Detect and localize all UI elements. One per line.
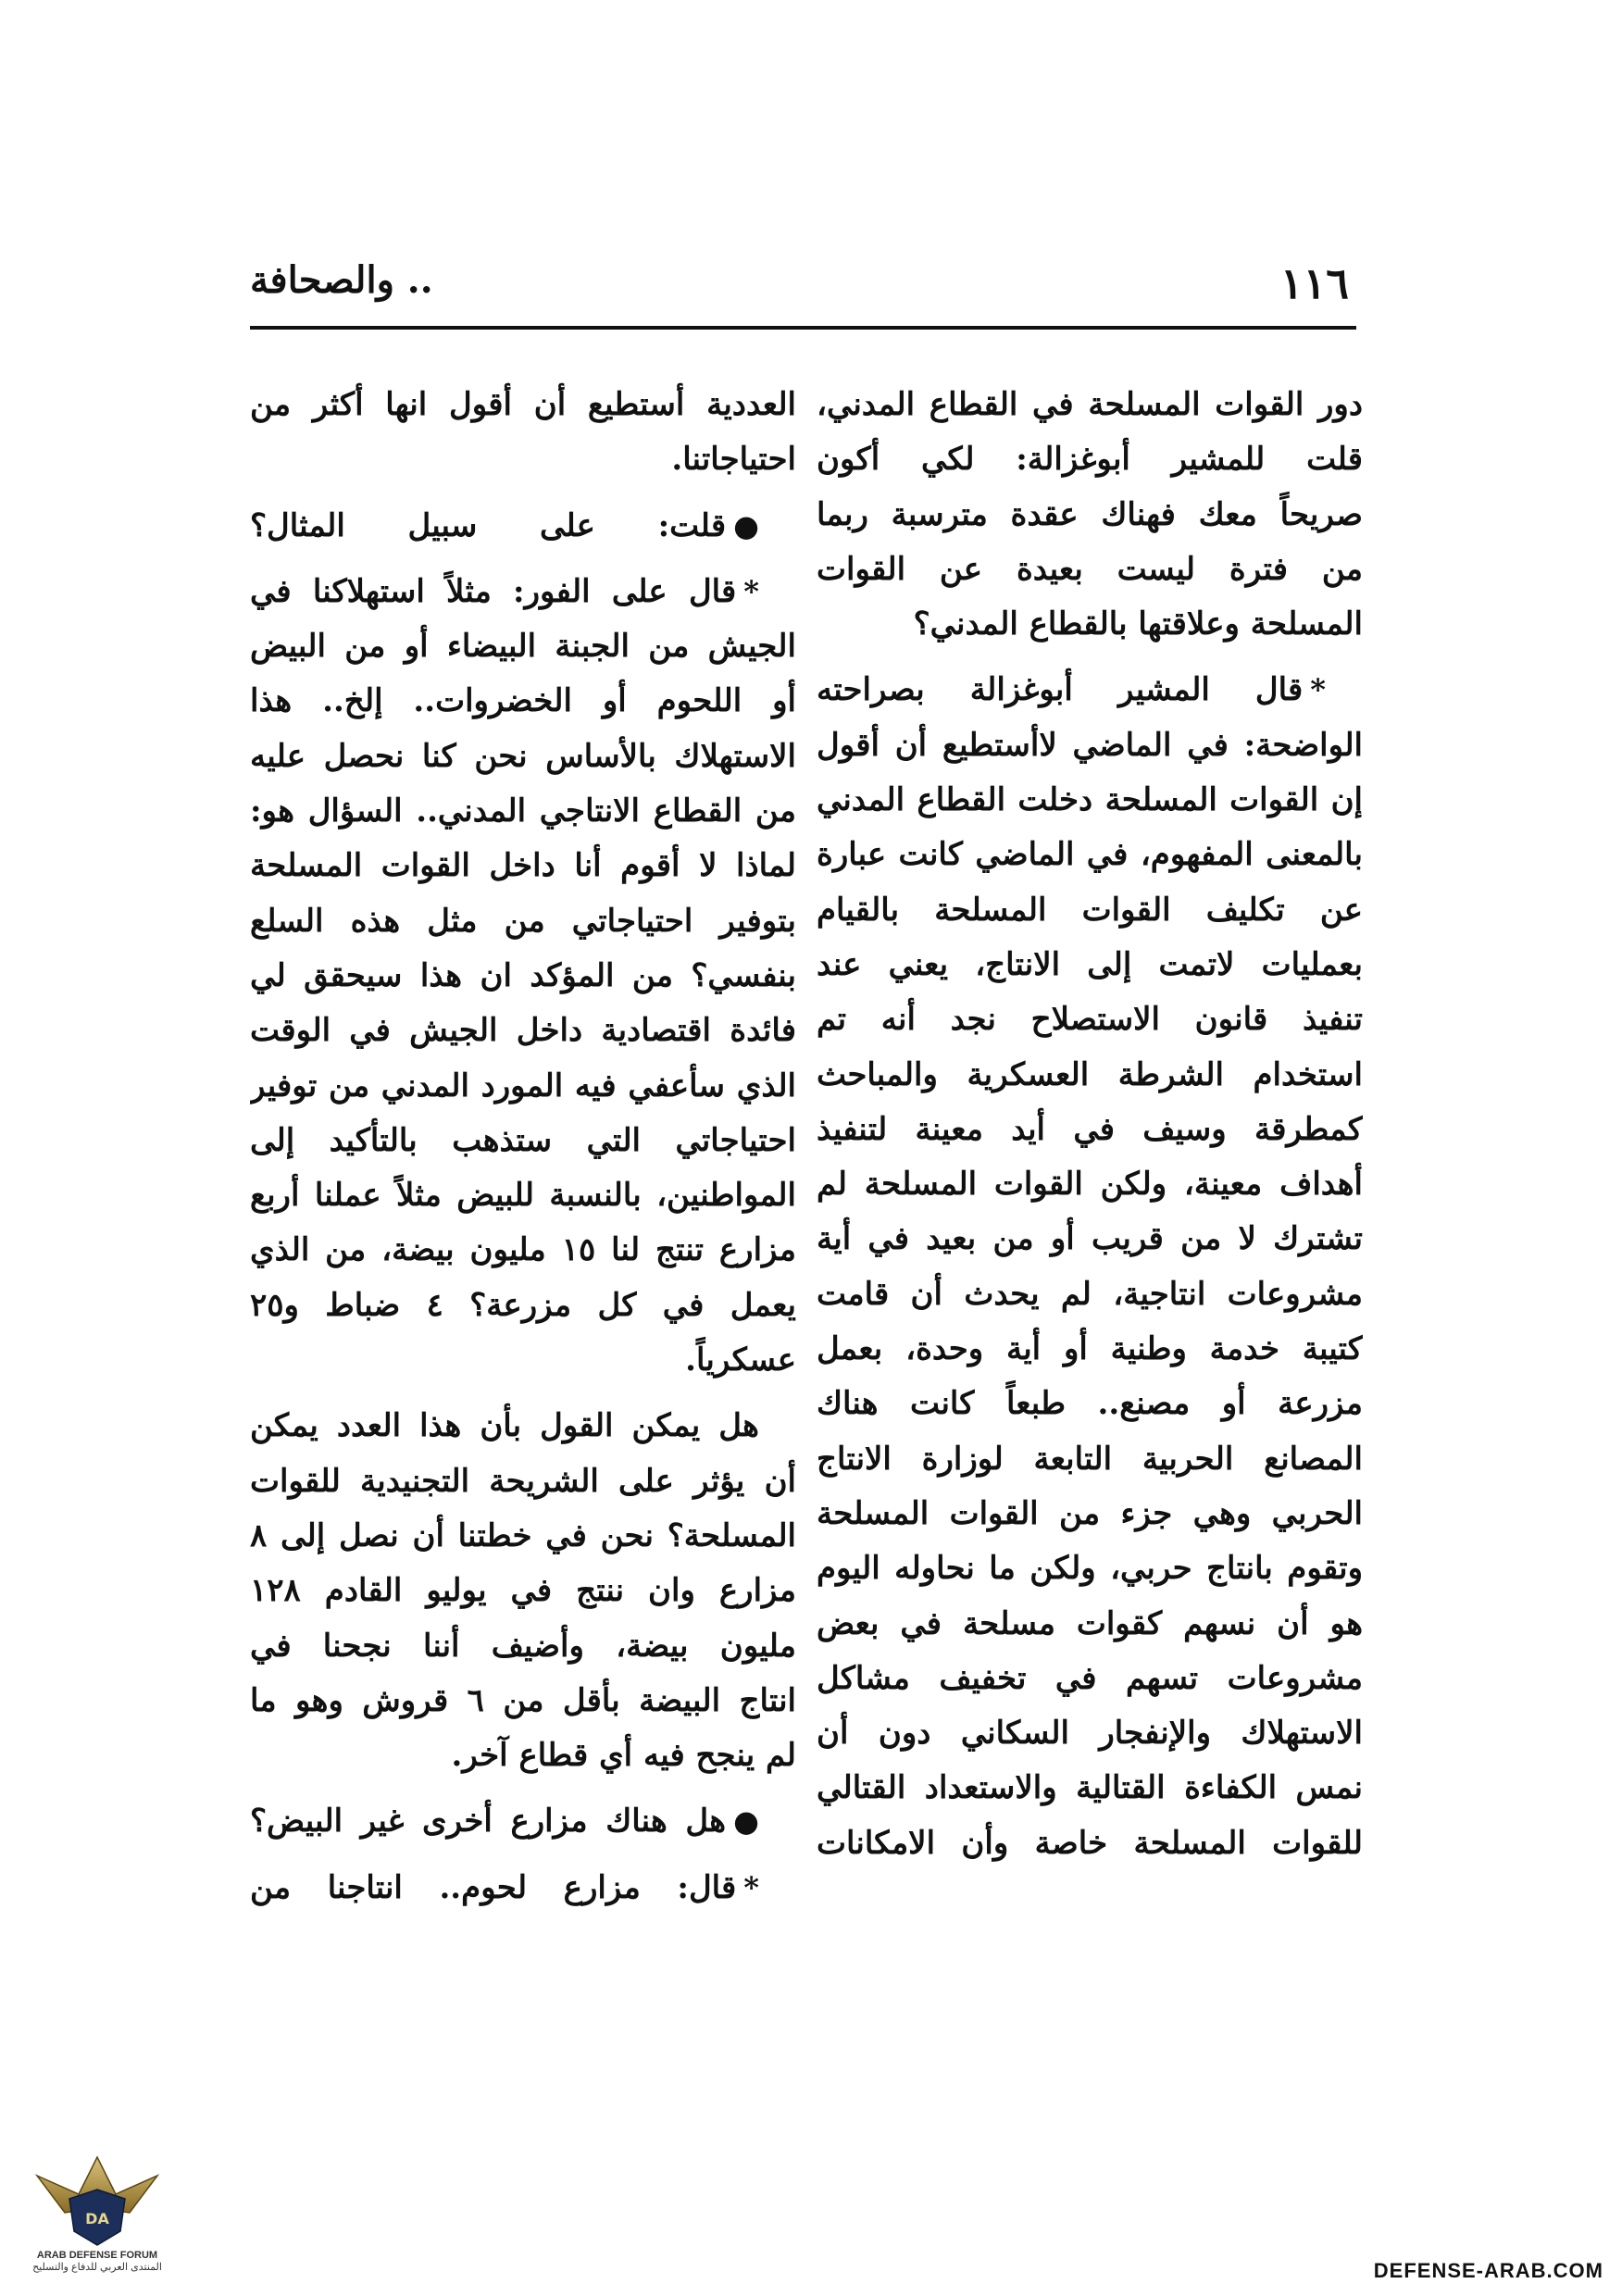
- left-line-text: قال على الفور: مثلاً استهلاكنا في: [250, 572, 737, 610]
- left-line: [250, 1059, 796, 1114]
- right-line-text: المسلحة وعلاقتها بالقطاع المدني؟: [913, 605, 1363, 643]
- logo-text-ar: المنتدى العربي للدفاع والتسليح: [32, 2262, 162, 2274]
- right-line-text: الواضحة: في الماضي لاأستطيع أن أقول: [817, 726, 1363, 764]
- left-line: [250, 1509, 796, 1564]
- right-line-text: وتقوم بانتاج حربي، ولكن ما نحاوله اليوم: [817, 1550, 1363, 1588]
- right-line-text: الاستهلاك والإنفجار السكاني دون أن: [817, 1715, 1363, 1753]
- left-line-text: هل يمكن القول بأن هذا العدد يمكن: [250, 1407, 759, 1445]
- right-line: [817, 488, 1363, 543]
- right-line: [817, 1706, 1363, 1761]
- left-line-text: قلت: على سبيل المثال؟: [250, 506, 727, 544]
- left-line: [250, 1619, 796, 1674]
- running-title: .. والصحافة: [250, 258, 433, 302]
- left-line: [250, 1454, 796, 1509]
- right-line: [817, 1597, 1363, 1652]
- right-line: [817, 773, 1363, 828]
- right-line-text: قلت للمشير أبوغزالة: لكي أكون: [817, 441, 1363, 479]
- right-line: [817, 1103, 1363, 1157]
- left-line-text: مليون بيضة، وأضيف أننا نجحنا في: [250, 1627, 796, 1665]
- left-line: [250, 1333, 796, 1388]
- left-line-text: العددية أستطيع أن أقول انها أكثر من: [250, 386, 796, 423]
- left-line-text: بتوفير احتياجاتي من مثل هذه السلع: [250, 902, 796, 940]
- right-line: [817, 1652, 1363, 1706]
- left-line: [250, 1223, 796, 1278]
- left-line: [250, 1399, 796, 1454]
- page-number: ١١٦: [1279, 258, 1349, 308]
- right-line-text: الحربي وهي جزء من القوات المسلحة: [817, 1494, 1363, 1532]
- left-line-text: عسكرياً.: [685, 1341, 796, 1379]
- left-line: [250, 432, 796, 487]
- right-line-text: المصانع الحربية التابعة لوزارة الانتاج: [817, 1440, 1363, 1478]
- right-line: [817, 1322, 1363, 1377]
- right-line: [817, 718, 1363, 773]
- right-line-text: قال المشير أبوغزالة بصراحته: [817, 671, 1304, 709]
- left-line-text: المسلحة؟ نحن في خطتنا أن نصل إلى ٨: [250, 1516, 796, 1554]
- left-line: [250, 1168, 796, 1223]
- star-marker: *: [1310, 672, 1326, 708]
- right-line-text: بعمليات لاتمت إلى الانتاج، يعني عند: [817, 945, 1363, 983]
- left-line-text: من القطاع الانتاجي المدني.. السؤال هو:: [250, 792, 796, 830]
- right-line-text: صريحاً معك فهناك عقدة مترسبة ربما: [817, 495, 1363, 533]
- left-line: [250, 1674, 796, 1728]
- left-line: [250, 1114, 796, 1168]
- right-line-text: من فترة ليست بعيدة عن القوات: [817, 550, 1363, 588]
- left-line: [250, 730, 796, 784]
- left-line-text: احتياجاتي التي ستذهب بالتأكيد إلى: [250, 1121, 796, 1159]
- left-line: [250, 839, 796, 893]
- star-marker: *: [743, 573, 759, 609]
- right-line: [817, 1267, 1363, 1322]
- right-line-text: عن تكليف القوات المسلحة بالقيام: [817, 891, 1363, 929]
- left-line-text: أو اللحوم أو الخضروات.. إلخ.. هذا: [250, 682, 796, 720]
- right-line: [817, 1541, 1363, 1596]
- right-line-text: للقوات المسلحة خاصة وأن الامكانات: [817, 1824, 1363, 1862]
- left-line-text: الذي سأعفي فيه المورد المدني من توفير: [250, 1067, 796, 1104]
- right-line-text: تنفيذ قانون الاستصلاح نجد أنه تم: [817, 1001, 1363, 1039]
- right-line: [817, 1816, 1363, 1871]
- left-line-text: يعمل في كل مزرعة؟ ٤ ضباط و٢٥: [250, 1286, 796, 1324]
- left-line-text: هل هناك مزارع أخرى غير البيض؟: [250, 1803, 727, 1841]
- left-line: [250, 1279, 796, 1333]
- right-line-text: نمس الكفاءة القتالية والاستعداد القتالي: [817, 1769, 1363, 1807]
- bullet-marker: ●: [733, 1803, 759, 1840]
- left-line: [250, 565, 796, 619]
- left-line: [250, 1794, 796, 1849]
- right-line: [817, 1048, 1363, 1103]
- left-line: [250, 674, 796, 729]
- logo-text-en: ARAB DEFENSE FORUM: [36, 2250, 158, 2261]
- left-line-text: احتياجاتنا.: [671, 441, 796, 479]
- bullet-marker: ●: [733, 507, 759, 543]
- left-line: [250, 1728, 796, 1783]
- right-line-text: مزرعة أو مصنع.. طبعاً كانت هناك: [817, 1385, 1363, 1423]
- right-line: [817, 883, 1363, 938]
- star-marker: *: [743, 1869, 759, 1905]
- right-line-text: دور القوات المسلحة في القطاع المدني،: [817, 386, 1363, 423]
- left-line-text: المواطنين، بالنسبة للبيض مثلاً عملنا أربع: [250, 1177, 796, 1215]
- right-line: [817, 432, 1363, 487]
- left-line: [250, 499, 796, 554]
- left-line-text: لماذا لا أقوم أنا داخل القوات المسلحة: [250, 847, 796, 885]
- right-line-text: استخدام الشرطة العسكرية والمباحث: [817, 1055, 1363, 1093]
- right-line-text: مشروعات تسهم في تخفيف مشاكل: [817, 1659, 1363, 1697]
- right-line-text: مشروعات انتاجية، لم يحدث أن قامت: [817, 1275, 1363, 1313]
- right-line-text: كتيبة خدمة وطنية أو أية وحدة، بعمل: [817, 1330, 1363, 1368]
- left-line: [250, 784, 796, 839]
- text-column-right: [817, 378, 1363, 1871]
- left-line-text: بنفسي؟ من المؤكد ان هذا سيحقق لي: [250, 956, 796, 994]
- right-line: [817, 1157, 1363, 1212]
- header-rule: [250, 326, 1356, 330]
- left-line: [250, 619, 796, 674]
- right-line-text: هو أن نسهم كقوات مسلحة في بعض: [817, 1604, 1363, 1642]
- left-line-text: فائدة اقتصادية داخل الجيش في الوقت: [250, 1012, 796, 1050]
- right-line-text: إن القوات المسلحة دخلت القطاع المدني: [817, 781, 1363, 819]
- left-line: [250, 949, 796, 1004]
- right-line: [817, 378, 1363, 432]
- left-line-text: انتاج البيضة بأقل من ٦ قروش وهو ما: [250, 1681, 796, 1719]
- right-line: [817, 1487, 1363, 1541]
- right-line: [817, 663, 1363, 718]
- left-line-text: مزارع تنتج لنا ١٥ مليون بيضة، من الذي: [250, 1231, 796, 1269]
- right-line: [817, 1432, 1363, 1487]
- left-line-text: مزارع وان ننتج في يوليو القادم ١٢٨: [250, 1572, 796, 1610]
- left-line: [250, 1861, 796, 1915]
- right-line-text: تشترك لا من قريب أو من بعيد في أية: [817, 1220, 1363, 1258]
- logo-caption: [28, 2250, 167, 2274]
- left-line: [250, 378, 796, 432]
- right-line: [817, 597, 1363, 652]
- left-line-text: الاستهلاك بالأساس نحن كنا نحصل عليه: [250, 737, 796, 775]
- right-line: [817, 992, 1363, 1047]
- left-line-text: الجيش من الجبنة البيضاء أو من البيض: [250, 628, 796, 666]
- right-line: [817, 938, 1363, 992]
- logo-letters: DA: [85, 2210, 109, 2227]
- left-line: [250, 894, 796, 949]
- left-line-text: أن يؤثر على الشريحة التجنيدية للقوات: [250, 1462, 796, 1500]
- left-line: [250, 1564, 796, 1618]
- right-line-text: كمطرقة وسيف في أيد معينة لتنفيذ: [817, 1110, 1363, 1148]
- right-line: [817, 543, 1363, 597]
- site-watermark: DEFENSE-ARAB.COM: [1373, 2259, 1603, 2282]
- right-line: [817, 1377, 1363, 1431]
- text-column-left: [250, 378, 796, 1915]
- right-line: [817, 1761, 1363, 1816]
- left-line: [250, 1004, 796, 1058]
- left-line-text: قال: مزارع لحوم.. انتاجنا من: [250, 1868, 737, 1906]
- right-line: [817, 1212, 1363, 1267]
- left-line-text: لم ينجح فيه أي قطاع آخر.: [451, 1737, 796, 1775]
- right-line-text: بالمعنى المفهوم، في الماضي كانت عبارة: [817, 836, 1363, 874]
- right-line-text: أهداف معينة، ولكن القوات المسلحة لم: [817, 1166, 1363, 1204]
- right-line: [817, 828, 1363, 882]
